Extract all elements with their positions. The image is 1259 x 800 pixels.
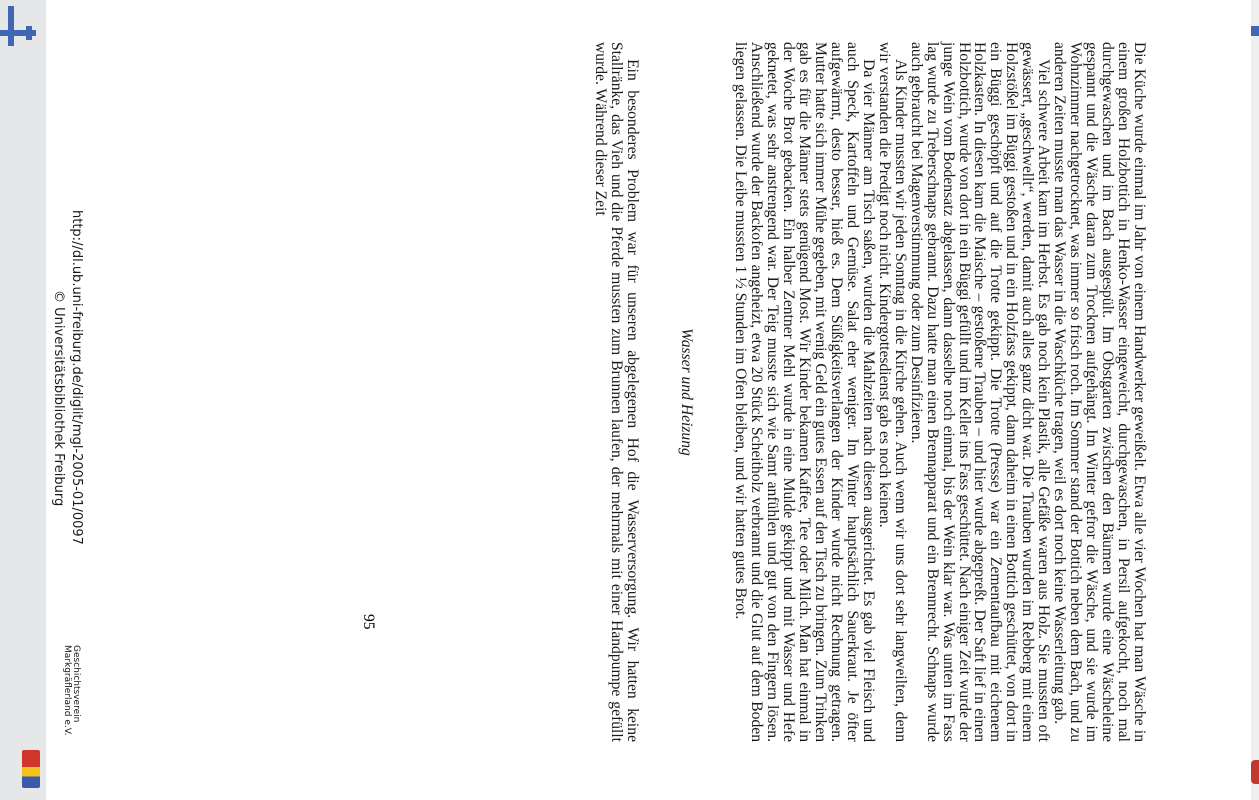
viewer-footer xyxy=(46,0,86,800)
paragraph: Viel schwere Arbeit kam im Herbst. Es gab noch kein Plastik, alle Gefäße waren aus Holz. Sie mussten oft gewässert, „geschwellt“, werden, damit auch alles ganz dicht war. Die Trauben wurden im Rebberg mit einem Holzstößel im Büggi gestoßen und in ein Holzfass gekippt, dann daheim in einen Bottich geschüttet, von dort in ein Büggi geschöpft und auf die Trotte gekippt. Die Trotte (Presse) war ein Zementaufbau mit eichenem Holzkasten. In diesen kam die Maische – gestoßene Trauben – und hier wurde abgepreßt. Der Saft lief in einen Holzbottich, wurde von dort in ein Büggi gefüllt und im Keller ins Fass geschüttet. Nach einiger Zeit wurde der junge Wein vom Bodensatz abgelassen, dann dasselbe noch einmal, bis der Wein klar war. Was unten im Fass lag wurde zu Treberschnaps gebrannt. Dazu hatte man einen Brennapparat und ein Brennrecht. Schnaps wurde auch gebraucht bei Magenverstimmung oder zum Desinfizieren. xyxy=(907,42,1053,742)
association-name xyxy=(62,645,80,736)
library-logo-icon xyxy=(8,6,14,46)
right-margin-strip xyxy=(1251,0,1259,800)
association-line-2: Markgräflerland e.V. xyxy=(62,645,72,736)
section-heading: Wasser und Heizung xyxy=(678,328,696,456)
right-crest-mark xyxy=(1251,760,1259,784)
paragraph: Da vier Männer am Tisch saßen, wurden die Mahlzeiten nach diesen ausgerichtet. Es gab viel Fleisch und auch Speck, Kartoffeln und Gemüse. Salat eher weniger. Im Winter hauptsächlich Sauerkraut. Je öfter aufgewärmt, desto besser, hieß es. Dem Süßigkeitsverlangen der Kinder wurde nicht Rechnung getragen. Mutter hatte sich immer Mühe gegeben, mit wenig Geld ein gutes Essen auf den Tisch zu bringen. Zum Trinken gab es für die Männer stets genügend Most. Wir Kinder bekamen Kaffee, Tee oder Milch. Man hat einmal in der Woche Brot gebacken. Ein halber Zentner Mehl wurde in eine Mulde gekippt und mit Wasser und Hefe geknetet, was sehr anstrengend war. Der Teig musste sich wie Samt anfühlen und gut von den Fingern lösen. Anschließend wurde der Backofen angeheizt, etwa 20 Stück Scheitholz verbrannt und die Glut auf dem Boden liegen gelassen. Die Leibe mussten 1 ½ Stunden im Ofen bleiben, und wir hatten gutes Brot. xyxy=(732,42,877,742)
page-body xyxy=(592,42,1147,742)
paragraph: Ein besonderes Problem war für unseren abgelegenen Hof die Wasserversorgung. Wir hatten keine Stallränke, das Vieh und die Pferde mussten zum Brunnen laufen, der mehrmals mit einer Handpumpe gefüllt wurde. Während dieser Zeit xyxy=(592,42,642,742)
source-url[interactable]: http://dl.ub.uni-freiburg.de/diglit/mgl-2005-01/0097 xyxy=(69,210,84,545)
right-logo-mark xyxy=(1251,26,1259,36)
left-margin-strip xyxy=(0,0,46,800)
association-line-1: Geschichtsverein xyxy=(71,645,81,723)
association-crest-icon xyxy=(22,750,40,788)
page-number: 95 xyxy=(360,614,377,630)
scanned-page xyxy=(107,0,1147,800)
paragraph: Als Kinder mussten wir jeden Sonntag in die Kirche gehen. Auch wenn wir uns dort sehr langweilten, denn wir verstanden die Predigt noch nicht. Kindergottesdienst gab es noch keinen. xyxy=(875,42,909,742)
text-block-bottom xyxy=(592,42,640,742)
copyright-notice: © Universitätsbibliothek Freiburg xyxy=(51,290,66,507)
text-block-top xyxy=(732,42,1147,742)
paragraph: Die Küche wurde einmal im Jahr von einem Handwerker geweißelt. Etwa alle vier Wochen hat man Wäsche in einem großen Holzbottich in Henko-Wasser eingeweicht, durchgewaschen, in Persil aufgekocht, noch mal durchgewaschen und im Bach ausgespült. Im Obstgarten zwischen den Bäumen wurde eine Wäscheleine gespannt und die Wäsche daran zum Trocknen aufgehängt. Im Winter gefror die Wäsche, und sie wurde im Wohnzimmer nachgetrocknet, was immer so frisch roch. Im Sommer stand der Bottich neben dem Bach, und zu anderen Zeiten musste man das Wasser in die Waschküche tragen, weil es dort noch keine Wasserleitung gab. xyxy=(1051,42,1148,742)
library-logo-mark xyxy=(26,26,32,40)
